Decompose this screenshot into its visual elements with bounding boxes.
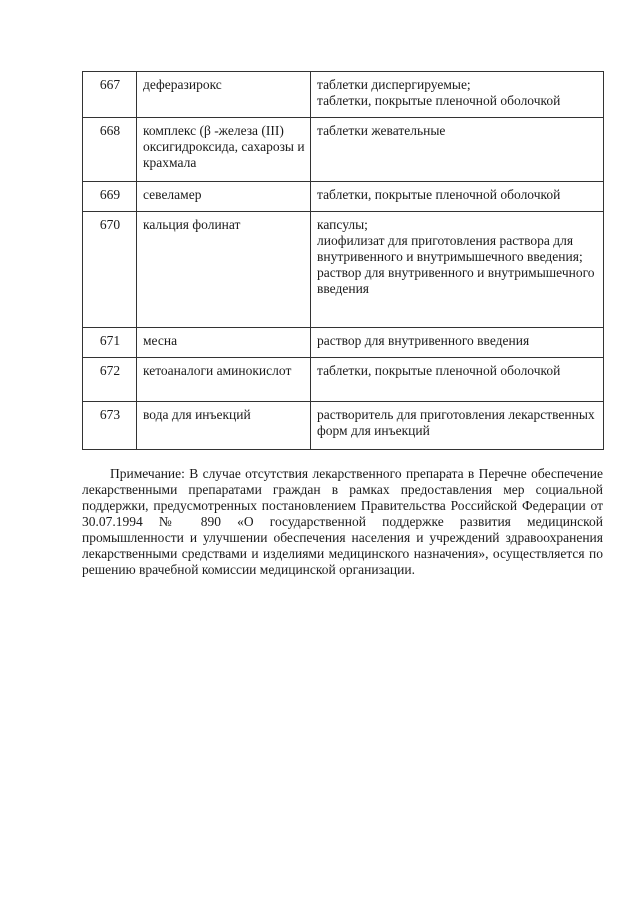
drug-name: комплекс (β -железа (III) оксигидроксида, сахарозы и крахмала bbox=[137, 118, 311, 182]
row-number: 668 bbox=[83, 118, 137, 182]
drug-name: вода для инъекций bbox=[137, 402, 311, 450]
dosage-forms: раствор для внутривенного введения bbox=[311, 328, 604, 358]
drug-name: деферазирокс bbox=[137, 72, 311, 118]
drug-name: месна bbox=[137, 328, 311, 358]
dosage-forms: капсулы; лиофилизат для приготовления раствора для внутривенного и внутримышечного введения; раствор для внутривенного и внутримышечного введения bbox=[311, 212, 604, 328]
footnote-paragraph: Примечание: В случае отсутствия лекарственного препарата в Перечне обеспечение лекарственными препаратами граждан в рамках предоставления мер социальной поддержки, предусмотренных постановлением Правительства Российской Федерации от 30.07.1994 № 890 «О государственной поддержке развития медицинской промышленности и улучшении обеспечения населения и учреждений здравоохранения лекарственными средствами и изделиями медицинского назначения», осуществляется по решению врачебной комиссии медицинской организации. bbox=[82, 466, 603, 577]
table-row bbox=[83, 358, 604, 402]
drug-table bbox=[82, 71, 604, 450]
dosage-forms: таблетки, покрытые пленочной оболочкой bbox=[311, 358, 604, 402]
table-row bbox=[83, 402, 604, 450]
row-number: 667 bbox=[83, 72, 137, 118]
dosage-forms: таблетки диспергируемые; таблетки, покрытые пленочной оболочкой bbox=[311, 72, 604, 118]
row-number: 673 bbox=[83, 402, 137, 450]
dosage-forms: таблетки, покрытые пленочной оболочкой bbox=[311, 182, 604, 212]
table-row bbox=[83, 212, 604, 328]
drug-name: кальция фолинат bbox=[137, 212, 311, 328]
drug-name: кетоаналоги аминокислот bbox=[137, 358, 311, 402]
drug-name: севеламер bbox=[137, 182, 311, 212]
row-number: 672 bbox=[83, 358, 137, 402]
table-row bbox=[83, 328, 604, 358]
dosage-forms: таблетки жевательные bbox=[311, 118, 604, 182]
row-number: 670 bbox=[83, 212, 137, 328]
row-number: 671 bbox=[83, 328, 137, 358]
row-number: 669 bbox=[83, 182, 137, 212]
table-row bbox=[83, 72, 604, 118]
table-row bbox=[83, 182, 604, 212]
dosage-forms: растворитель для приготовления лекарственных форм для инъекций bbox=[311, 402, 604, 450]
table-row bbox=[83, 118, 604, 182]
